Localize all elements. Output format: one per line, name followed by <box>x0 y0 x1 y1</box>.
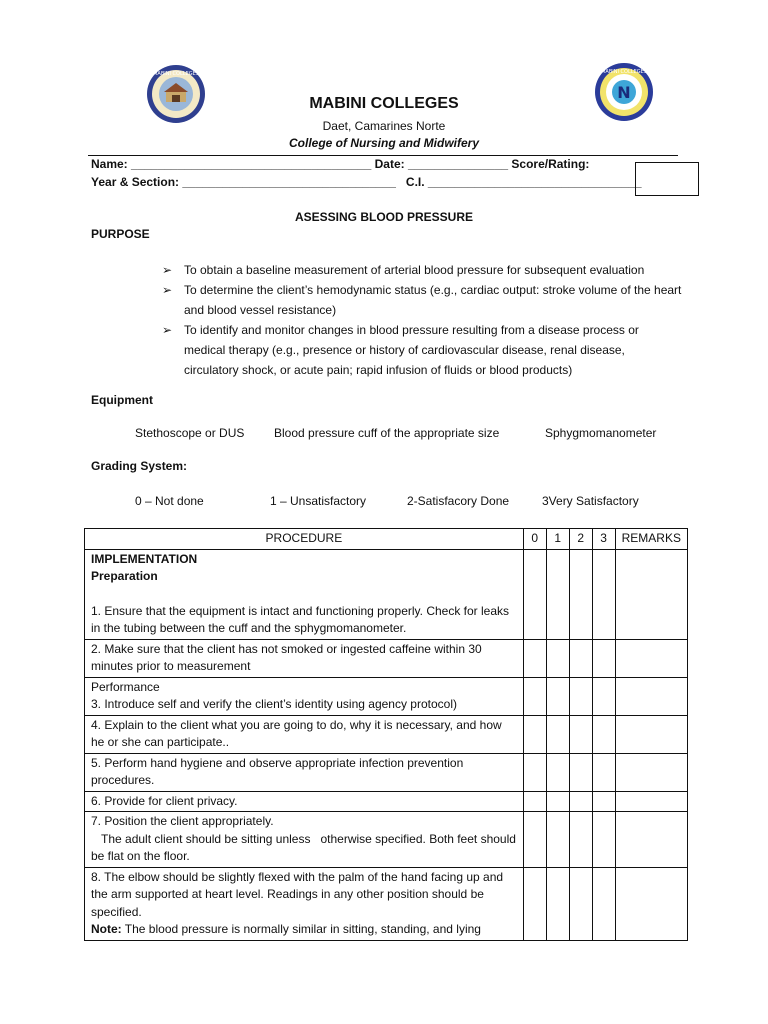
table-row <box>85 791 688 812</box>
grade-cell[interactable] <box>546 791 569 812</box>
procedure-text: 7. Position the client appropriately. <box>91 814 274 828</box>
col-grade-0: 0 <box>523 529 546 550</box>
purpose-list <box>162 260 682 380</box>
remarks-cell[interactable] <box>615 753 687 791</box>
table-row <box>85 639 688 677</box>
procedure-text: 5. Perform hand hygiene and observe appropriate infection prevention procedures. <box>91 755 464 787</box>
note-label: Note: <box>91 922 122 936</box>
arrow-bullet-icon: ➢ <box>162 263 173 277</box>
equipment-heading: Equipment <box>91 393 153 407</box>
left-seal-text: MABINI COLLEGES <box>153 71 199 77</box>
purpose-item: ➢ To determine the client’s hemodynamic status (e.g., cardiac output: stroke volume of the heart and blood vessel resistance) <box>162 280 682 320</box>
year-section-line: Year & Section: ________________________________ C.I. ________________________________ <box>91 175 642 189</box>
grade-cell[interactable] <box>569 812 592 868</box>
procedure-text: 8. The elbow should be slightly flexed with the palm of the hand facing up and the arm supported at heart level. Readings in any other position should be specified. <box>91 869 504 919</box>
grade-cell[interactable] <box>523 791 546 812</box>
grade-cell[interactable] <box>569 715 592 753</box>
grade-cell[interactable] <box>546 867 569 940</box>
grade-cell[interactable] <box>569 639 592 677</box>
note-text: The blood pressure is normally similar in sitting, standing, and lying <box>121 922 481 936</box>
name-date-line: Name: ____________________________________ Date: _______________ Score/Rating: <box>91 157 590 171</box>
svg-text:N: N <box>617 83 631 102</box>
grade-cell[interactable] <box>523 812 546 868</box>
grade-cell[interactable] <box>569 867 592 940</box>
grade-cell[interactable] <box>592 791 615 812</box>
grade-cell[interactable] <box>592 639 615 677</box>
grade-cell[interactable] <box>592 753 615 791</box>
remarks-cell[interactable] <box>615 867 687 940</box>
grade-cell[interactable] <box>523 753 546 791</box>
table-row <box>85 753 688 791</box>
procedure-text: 2. Make sure that the client has not smoked or ingested caffeine within 30 minutes prior to measurement <box>91 641 482 673</box>
school-name: MABINI COLLEGES <box>309 95 459 112</box>
col-procedure: PROCEDURE <box>85 529 524 550</box>
section-heading: IMPLEMENTATION <box>91 551 198 566</box>
remarks-cell[interactable] <box>615 715 687 753</box>
form-title: ASESSING BLOOD PRESSURE <box>294 210 474 224</box>
procedure-cell <box>85 867 524 940</box>
grade-cell[interactable] <box>523 715 546 753</box>
purpose-item: ➢ To obtain a baseline measurement of arterial blood pressure for subsequent evaluation <box>162 260 682 280</box>
table-row <box>85 677 688 715</box>
grading-item: 3Very Satisfactory <box>542 494 639 508</box>
procedure-cell <box>85 812 524 868</box>
grade-cell[interactable] <box>569 753 592 791</box>
college-name: College of Nursing and Midwifery <box>288 136 479 150</box>
grade-cell[interactable] <box>523 549 546 639</box>
col-grade-3: 3 <box>592 529 615 550</box>
procedure-cell <box>85 549 524 639</box>
col-grade-2: 2 <box>569 529 592 550</box>
purpose-item: ➢ To identify and monitor changes in blood pressure resulting from a disease process or medical therapy (e.g., presence or history of cardiovascular disease, renal disease, circulatory shock, or acute pain; rapid infusion of fluids or blood products) <box>162 320 682 380</box>
subsection-heading: Preparation <box>91 569 158 583</box>
grading-item: 1 – Unsatisfactory <box>270 494 367 508</box>
grade-cell[interactable] <box>546 639 569 677</box>
grading-heading: Grading System: <box>91 459 188 473</box>
grade-cell[interactable] <box>592 677 615 715</box>
equipment-item: Stethoscope or DUS <box>135 426 245 440</box>
table-row <box>85 867 688 940</box>
remarks-cell[interactable] <box>615 812 687 868</box>
grading-item: 2-Satisfacory Done <box>407 494 510 508</box>
equipment-item: Blood pressure cuff of the appropriate size <box>274 426 500 440</box>
grade-cell[interactable] <box>569 549 592 639</box>
grade-cell[interactable] <box>592 715 615 753</box>
grade-cell[interactable] <box>592 867 615 940</box>
procedure-subtext: The adult client should be sitting unless otherwise specified. Both feet should be flat on the floor. <box>91 831 520 863</box>
procedure-table <box>84 528 688 941</box>
score-box <box>635 162 699 196</box>
procedure-text: 4. Explain to the client what you are going to do, why it is necessary, and how he or she can participate.. <box>91 717 502 749</box>
procedure-text: 6. Provide for client privacy. <box>91 793 238 808</box>
procedure-cell <box>85 791 524 812</box>
remarks-cell[interactable] <box>615 639 687 677</box>
table-row <box>85 549 688 639</box>
grade-cell[interactable] <box>546 812 569 868</box>
procedure-text: 3. Introduce self and verify the client’s identity using agency protocol) <box>91 697 457 711</box>
left-college-seal <box>146 64 206 124</box>
grade-cell[interactable] <box>523 639 546 677</box>
remarks-cell[interactable] <box>615 791 687 812</box>
col-grade-1: 1 <box>546 529 569 550</box>
procedure-cell <box>85 639 524 677</box>
grade-cell[interactable] <box>546 753 569 791</box>
subsection-heading: Performance <box>91 679 160 694</box>
header-divider <box>88 155 678 156</box>
procedure-cell <box>85 753 524 791</box>
remarks-cell[interactable] <box>615 677 687 715</box>
right-seal-text: MABINI COLLEGES <box>601 69 647 75</box>
school-location: Daet, Camarines Norte <box>322 119 446 133</box>
procedure-cell <box>85 677 524 715</box>
table-row <box>85 715 688 753</box>
grade-cell[interactable] <box>523 867 546 940</box>
col-remarks: REMARKS <box>615 529 687 550</box>
grade-cell[interactable] <box>546 549 569 639</box>
grading-item: 0 – Not done <box>135 494 204 508</box>
grade-cell[interactable] <box>569 677 592 715</box>
grade-cell[interactable] <box>546 677 569 715</box>
procedure-note <box>91 921 517 939</box>
right-college-seal <box>594 62 654 122</box>
remarks-cell[interactable] <box>615 549 687 639</box>
procedure-text: 1. Ensure that the equipment is intact and functioning properly. Check for leaks in the tubing between the cuff and the sphygmomanometer. <box>91 603 510 635</box>
procedure-cell <box>85 715 524 753</box>
table-row <box>85 812 688 868</box>
arrow-bullet-icon: ➢ <box>162 323 173 337</box>
purpose-heading: PURPOSE <box>91 227 150 241</box>
grade-cell[interactable] <box>592 812 615 868</box>
grade-cell[interactable] <box>546 715 569 753</box>
grade-cell[interactable] <box>523 677 546 715</box>
table-header-row <box>85 529 688 550</box>
grade-cell[interactable] <box>569 791 592 812</box>
equipment-item: Sphygmomanometer <box>545 426 657 440</box>
arrow-bullet-icon: ➢ <box>162 283 173 297</box>
grade-cell[interactable] <box>592 549 615 639</box>
